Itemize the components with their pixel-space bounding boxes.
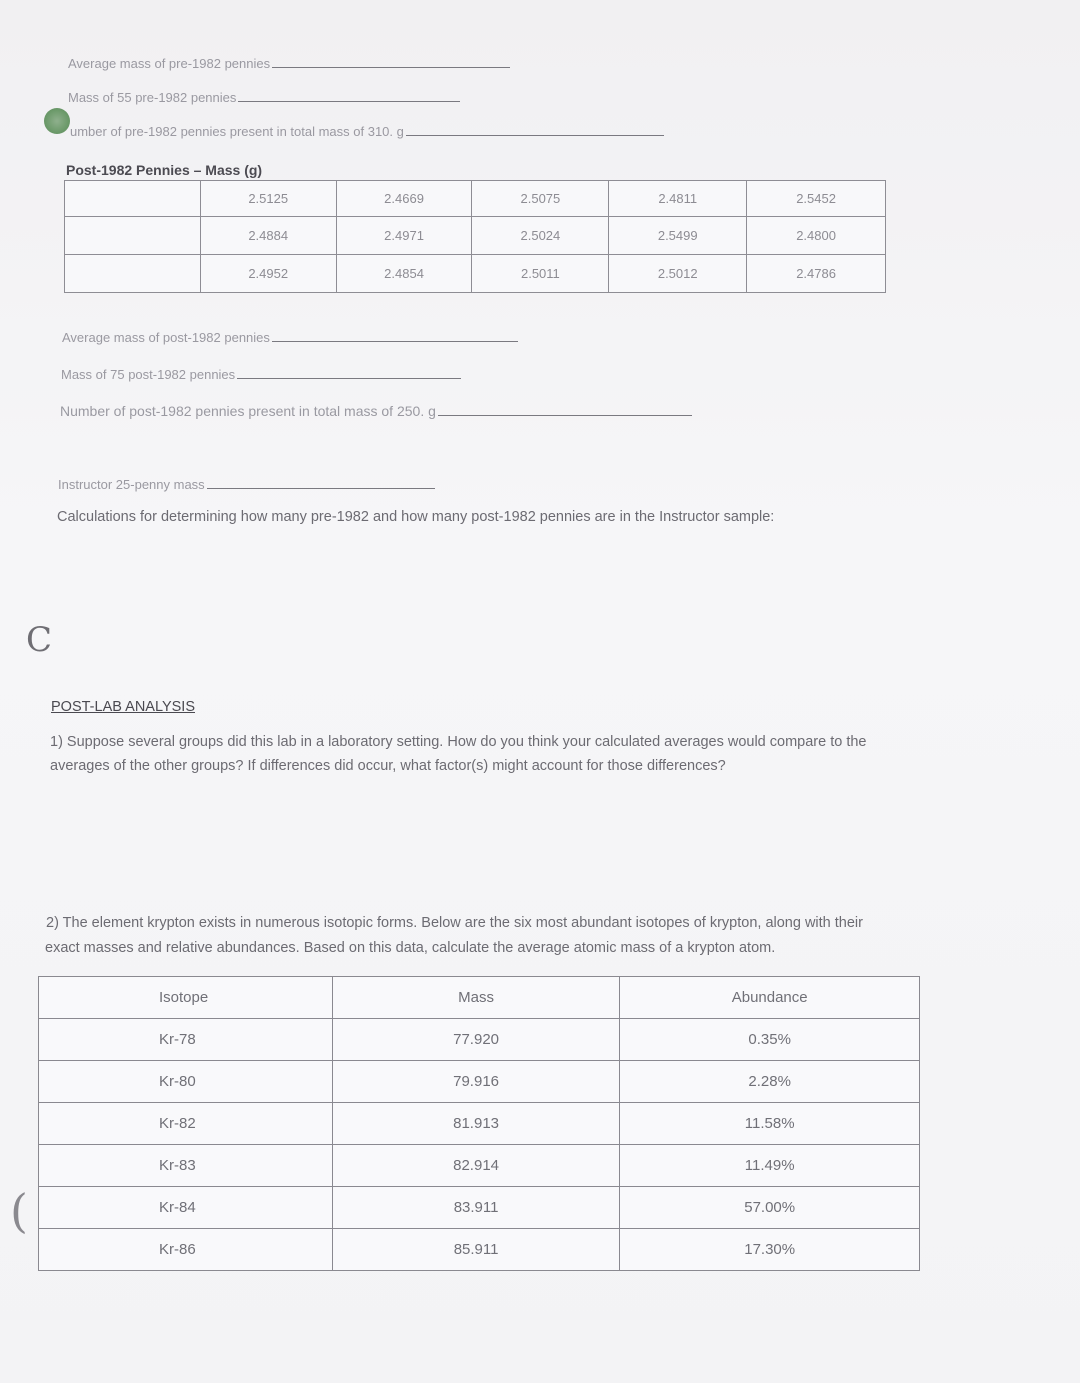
table-cell: 2.4811 (609, 181, 747, 217)
table-row (39, 1061, 920, 1103)
abundance-cell: 0.35% (620, 1019, 920, 1061)
post-lab-analysis-heading: POST-LAB ANALYSIS (51, 699, 195, 715)
abundance-cell: 17.30% (620, 1229, 920, 1271)
isotope-cell: Kr-78 (39, 1019, 333, 1061)
pre1982-average-blank[interactable] (272, 66, 510, 68)
table-cell: 2.4884 (200, 217, 336, 255)
table-cell (65, 181, 201, 217)
table-cell: 2.4669 (336, 181, 472, 217)
mass-cell: 79.916 (332, 1061, 620, 1103)
post1982-number-label: Number of post-1982 pennies present in total mass of 250. g (60, 403, 436, 419)
table-cell: 2.5012 (609, 255, 747, 293)
question-1-line-1: 1) Suppose several groups did this lab in a laboratory setting. How do you think your calculated averages would compare to the (50, 734, 867, 750)
instructor-calc-label: Calculations for determining how many pre-1982 and how many post-1982 pennies are in the Instructor sample: (57, 509, 775, 525)
table-cell (65, 217, 201, 255)
table-cell: 2.5125 (200, 181, 336, 217)
table-cell: 2.4786 (747, 255, 886, 293)
isotope-cell: Kr-82 (39, 1103, 333, 1145)
isotope-column-header: Isotope (39, 977, 333, 1019)
pre1982-mass55-line (68, 90, 460, 105)
table-cell: 2.5075 (472, 181, 609, 217)
question-2-line-2: exact masses and relative abundances. Based on this data, calculate the average atomic mass of a krypton atom. (45, 940, 776, 956)
mass-cell: 77.920 (332, 1019, 620, 1061)
green-highlight-mark (44, 108, 70, 134)
question-2-line-1: 2) The element krypton exists in numerous isotopic forms. Below are the six most abundant isotopes of krypton, along with their (46, 915, 863, 931)
post1982-average-blank[interactable] (272, 340, 518, 342)
table-cell (65, 255, 201, 293)
table-cell: 2.4952 (200, 255, 336, 293)
post1982-number-line (60, 403, 692, 419)
post1982-number-blank[interactable] (438, 414, 692, 416)
pen-mark-bracket: ( (10, 1184, 28, 1238)
post1982-average-label: Average mass of post-1982 pennies (62, 330, 270, 345)
abundance-cell: 57.00% (620, 1187, 920, 1229)
post1982-mass75-line (61, 367, 461, 382)
table-row (65, 217, 886, 255)
post1982-average-line (62, 330, 518, 345)
pre1982-average-line (68, 56, 510, 71)
mass-cell: 85.911 (332, 1229, 620, 1271)
table-row (65, 181, 886, 217)
instructor-mass-blank[interactable] (207, 487, 435, 489)
isotope-cell: Kr-80 (39, 1061, 333, 1103)
mass-cell: 83.911 (332, 1187, 620, 1229)
pre1982-average-label: Average mass of pre-1982 pennies (68, 56, 271, 71)
table-cell: 2.5452 (747, 181, 886, 217)
pre1982-number-blank[interactable] (406, 134, 664, 136)
krypton-isotope-table (38, 976, 920, 1271)
table-row (65, 255, 886, 293)
pen-mark-c: C (26, 620, 53, 660)
pre1982-mass55-blank[interactable] (238, 100, 460, 102)
table-row (39, 1145, 920, 1187)
isotope-cell: Kr-83 (39, 1145, 333, 1187)
table-cell: 2.4971 (336, 217, 472, 255)
abundance-cell: 2.28% (620, 1061, 920, 1103)
question-1-line-2: averages of the other groups? If differences did occur, what factor(s) might account for those differences? (50, 758, 726, 774)
abundance-cell: 11.49% (620, 1145, 920, 1187)
table-row (39, 1187, 920, 1229)
table-cell: 2.4800 (747, 217, 886, 255)
post1982-table-title: Post-1982 Pennies – Mass (g) (66, 162, 263, 178)
pre1982-number-label: umber of pre-1982 pennies present in total mass of 310. g (70, 124, 404, 139)
table-cell: 2.5011 (472, 255, 609, 293)
mass-cell: 81.913 (332, 1103, 620, 1145)
mass-cell: 82.914 (332, 1145, 620, 1187)
pre1982-number-line (70, 124, 664, 139)
table-header-row (39, 977, 920, 1019)
abundance-cell: 11.58% (620, 1103, 920, 1145)
post1982-mass75-label: Mass of 75 post-1982 pennies (61, 367, 236, 382)
table-row (39, 1103, 920, 1145)
mass-column-header: Mass (332, 977, 620, 1019)
abundance-column-header: Abundance (620, 977, 920, 1019)
isotope-cell: Kr-86 (39, 1229, 333, 1271)
table-cell: 2.4854 (336, 255, 472, 293)
table-cell: 2.5499 (609, 217, 747, 255)
post1982-mass75-blank[interactable] (237, 377, 461, 379)
table-row (39, 1229, 920, 1271)
pre1982-mass55-label: Mass of 55 pre-1982 pennies (68, 90, 237, 105)
instructor-mass-line (58, 477, 435, 492)
instructor-mass-label: Instructor 25-penny mass (58, 477, 205, 492)
post1982-mass-table (64, 180, 886, 293)
table-cell: 2.5024 (472, 217, 609, 255)
table-row (39, 1019, 920, 1061)
isotope-cell: Kr-84 (39, 1187, 333, 1229)
